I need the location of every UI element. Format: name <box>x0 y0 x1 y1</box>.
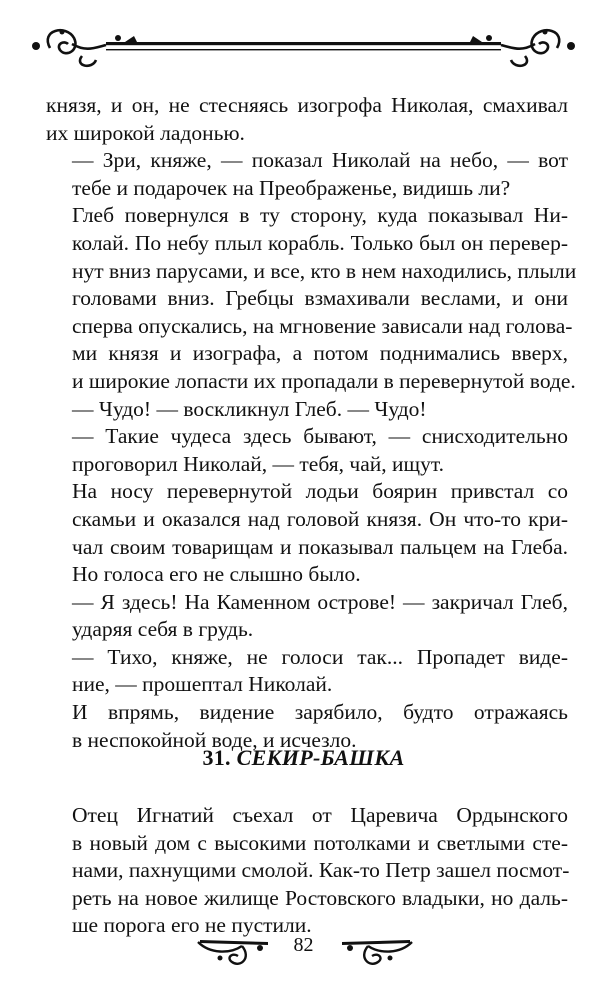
paragraph <box>46 478 568 588</box>
text-line: сперва опускались, на мгновение зависали над голова- <box>72 313 573 338</box>
text-line: Отец Игнатий съехал от Царевича Ордынского <box>72 803 568 827</box>
text-line: нами, пахнущими смолой. Как-то Петр зашел посмот- <box>72 858 570 883</box>
text-line: — Такие чудеса здесь бывают, — снисходительно <box>72 424 568 449</box>
paragraph <box>46 802 568 940</box>
text-line: ударяя себя в грудь. <box>72 617 254 642</box>
chapter-heading <box>0 745 607 771</box>
text-line: и широкие лопасти их пропадали в перевернутой воде. <box>72 368 576 393</box>
text-line: колай. По небу плыл корабль. Только был он перевер- <box>72 230 568 255</box>
page-number: 82 <box>293 934 314 956</box>
paragraph <box>46 396 568 424</box>
paragraph <box>46 589 568 644</box>
text-line: проговорил Николай, — тебя, чай, ищут. <box>72 451 444 476</box>
text-line: На носу перевернутой лодьи боярин привстал со <box>72 479 568 504</box>
text-line: в неспокойной воде, и исчезло. <box>72 727 357 752</box>
text-line: И впрямь, видение зарябило, будто отражаясь <box>72 700 568 725</box>
paragraph <box>46 92 568 147</box>
chapter-number: 31. <box>202 745 231 770</box>
text-line: ше порога его не пустили. <box>72 913 312 938</box>
paragraph <box>46 644 568 699</box>
paragraph <box>46 147 568 202</box>
text-line: тебе и подарочек на Преображенье, видишь ли? <box>72 175 511 200</box>
body-text-after-heading <box>46 802 568 940</box>
chapter-title: СЕКИР-БАШКА <box>236 745 405 770</box>
text-line: — Зри, княже, — показал Николай на небо, — вот <box>72 148 568 173</box>
text-line: головами вниз. Гребцы взмахивали веслами, и они <box>72 286 568 311</box>
text-line: ние, — прошептал Николай. <box>72 672 333 697</box>
top-ornament <box>22 18 585 72</box>
paragraph <box>46 423 568 478</box>
text-line: скамьи и оказался над головой князя. Он что-то кри- <box>72 506 568 531</box>
text-line: — Я здесь! На Каменном острове! — закричал Глеб, <box>72 589 568 614</box>
text-line: князя, и он, не стесняясь изогрофа Николая, смахивал <box>46 93 568 117</box>
text-line: ми князя и изографа, а потом поднимались вверх, <box>72 341 568 366</box>
text-line: их широкой ладонью. <box>46 120 245 145</box>
text-line: Глеб повернулся в ту сторону, куда показывал Ни- <box>72 203 568 228</box>
body-text-before-heading <box>46 92 577 754</box>
text-line: чал своим товарищам и показывал пальцем на Глеба. <box>72 534 568 559</box>
text-line: Но голоса его не слышно было. <box>72 562 361 587</box>
text-line: — Тихо, княже, не голоси так... Пропадет виде- <box>72 644 568 669</box>
text-line: в новый дом с высокими потолками и светлыми сте- <box>72 830 568 855</box>
text-line: нут вниз парусами, и все, кто в нем находились, плыли <box>72 258 577 283</box>
text-line: реть на новое жилище Ростовского владыки, но даль- <box>72 885 568 910</box>
paragraph <box>46 202 577 395</box>
text-line: — Чудо! — воскликнул Глеб. — Чудо! <box>72 396 427 421</box>
